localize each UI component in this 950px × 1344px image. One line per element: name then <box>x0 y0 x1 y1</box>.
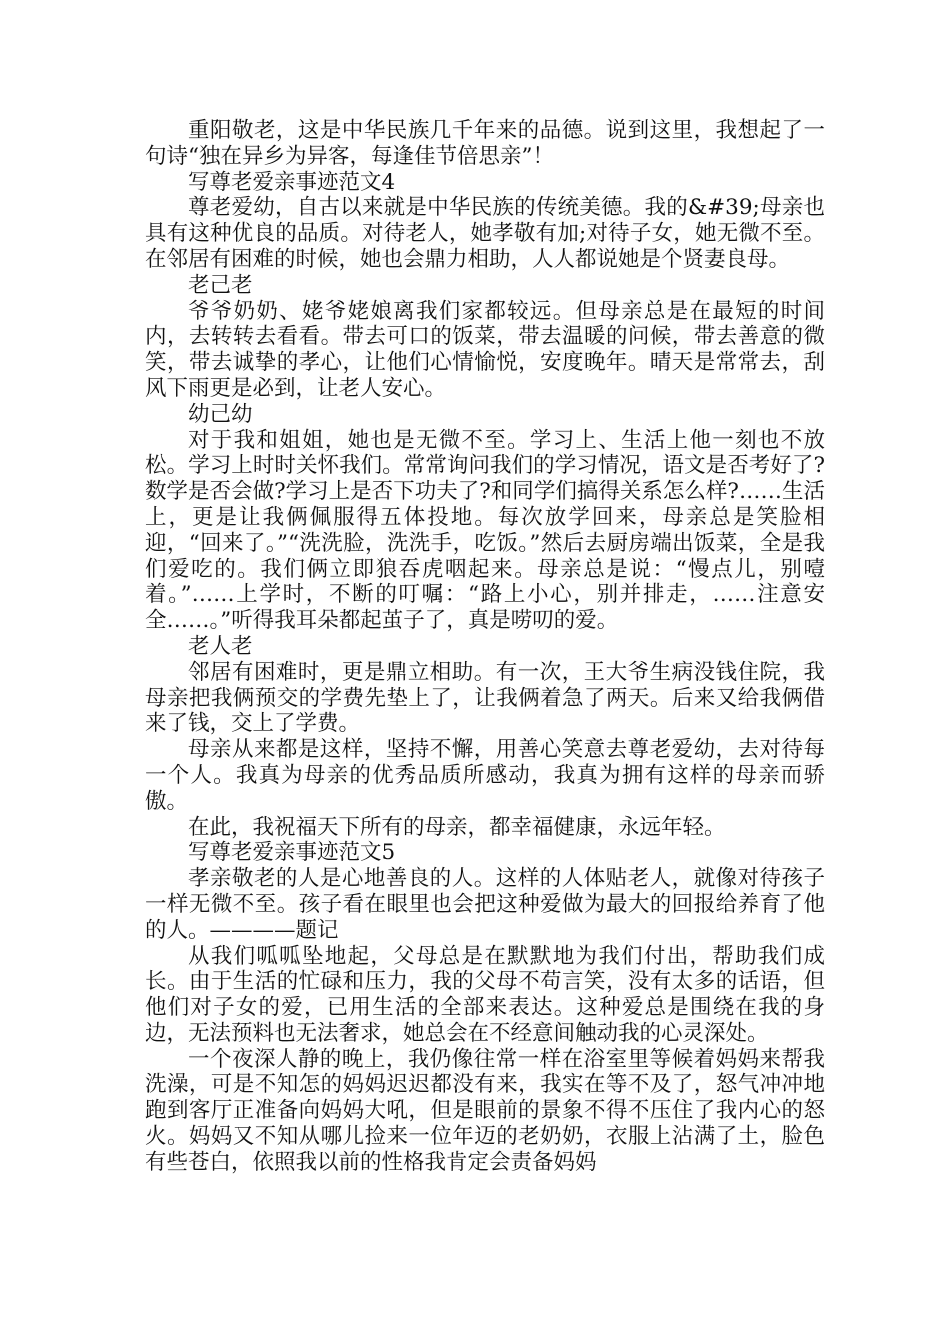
subheading-others-old: 老人老 <box>188 633 253 659</box>
heading-sample-5: 写尊老爱亲事迹范文5 <box>188 840 396 866</box>
paragraph-epigraph: 孝亲敬老的人是心地善良的人。这样的人体贴老人，就像对待孩子一样无微不至。孩子看在眼里也会把这种爱做为最大的回报给养育了他的人。————题记 <box>145 866 825 943</box>
paragraph: 尊老爱幼，自古以来就是中华民族的传统美德。我的&#39;母亲也具有这种优良的品质。对待老人，她孝敬有加;对待子女，她无微不至。在邻居有困难的时候，她也会鼎力相助，人人都说她是个贤妻良母。 <box>145 195 825 272</box>
paragraph: 母亲从来都是这样，坚持不懈，用善心笑意去尊老爱幼，去对待每一个人。我真为母亲的优秀品质所感动，我真为拥有这样的母亲而骄傲。 <box>145 737 825 814</box>
paragraph: 一个夜深人静的晚上，我仍像往常一样在浴室里等候着妈妈来帮我洗澡，可是不知怎的妈妈迟迟都没有来，我实在等不及了，怒气冲冲地跑到客厅正准备向妈妈大吼，但是眼前的景象不得不压住了我内心的怒火。妈妈又不知从哪儿捡来一位年迈的老奶奶，衣服上沾满了土，脸色有些苍白，依照我以前的性格我肯定会责备妈妈 <box>145 1046 825 1175</box>
subheading-old: 老己老 <box>188 272 253 298</box>
paragraph: 邻居有困难时，更是鼎立相助。有一次，王大爷生病没钱住院，我母亲把我俩预交的学费先垫上了，让我俩着急了两天。后来又给我俩借来了钱，交上了学费。 <box>145 659 825 737</box>
paragraph: 从我们呱呱坠地起，父母总是在默默地为我们付出，帮助我们成长。由于生活的忙碌和压力，我的父母不苟言笑，没有太多的话语，但他们对子女的爱，已用生活的全部来表达。这种爱总是围绕在我的身边，无法预料也无法奢求，她总会在不经意间触动我的心灵深处。 <box>145 943 825 1046</box>
heading-sample-4: 写尊老爱亲事迹范文4 <box>188 169 396 195</box>
paragraph: 对于我和姐姐，她也是无微不至。学习上、生活上他一刻也不放松。学习上时时关怀我们。常常询问我们的学习情况，语文是否考好了?数学是否会做?学习上是否下功夫了?和同学们搞得关系怎么样?……生活上，更是让我俩佩服得五体投地。每次放学回来，母亲总是笑脸相迎，“回来了。”“洗洗脸，洗洗手，吃饭。”然后去厨房端出饭菜，全是我们爱吃的。我们俩立即狼吞虎咽起来。母亲总是说：“慢点儿，别噎着。”……上学时，不断的叮嘱：“路上小心，别并排走，……注意安全……。”听得我耳朵都起茧子了，真是唠叨的爱。 <box>145 427 825 634</box>
paragraph: 在此，我祝福天下所有的母亲，都幸福健康，永远年轻。 <box>188 814 726 840</box>
paragraph-intro: 重阳敬老，这是中华民族几千年来的品德。说到这里，我想起了一句诗“独在异乡为异客，每逢佳节倍思亲”！ <box>145 118 825 169</box>
document-page <box>145 118 825 1176</box>
paragraph: 爷爷奶奶、姥爷姥娘离我们家都较远。但母亲总是在最短的时间内，去转转去看看。带去可口的饭菜，带去温暖的问候，带去善意的微笑，带去诚挚的孝心，让他们心情愉悦，安度晚年。晴天是常常去，刮风下雨更是必到，让老人安心。 <box>145 298 825 401</box>
subheading-young: 幼己幼 <box>188 401 253 427</box>
